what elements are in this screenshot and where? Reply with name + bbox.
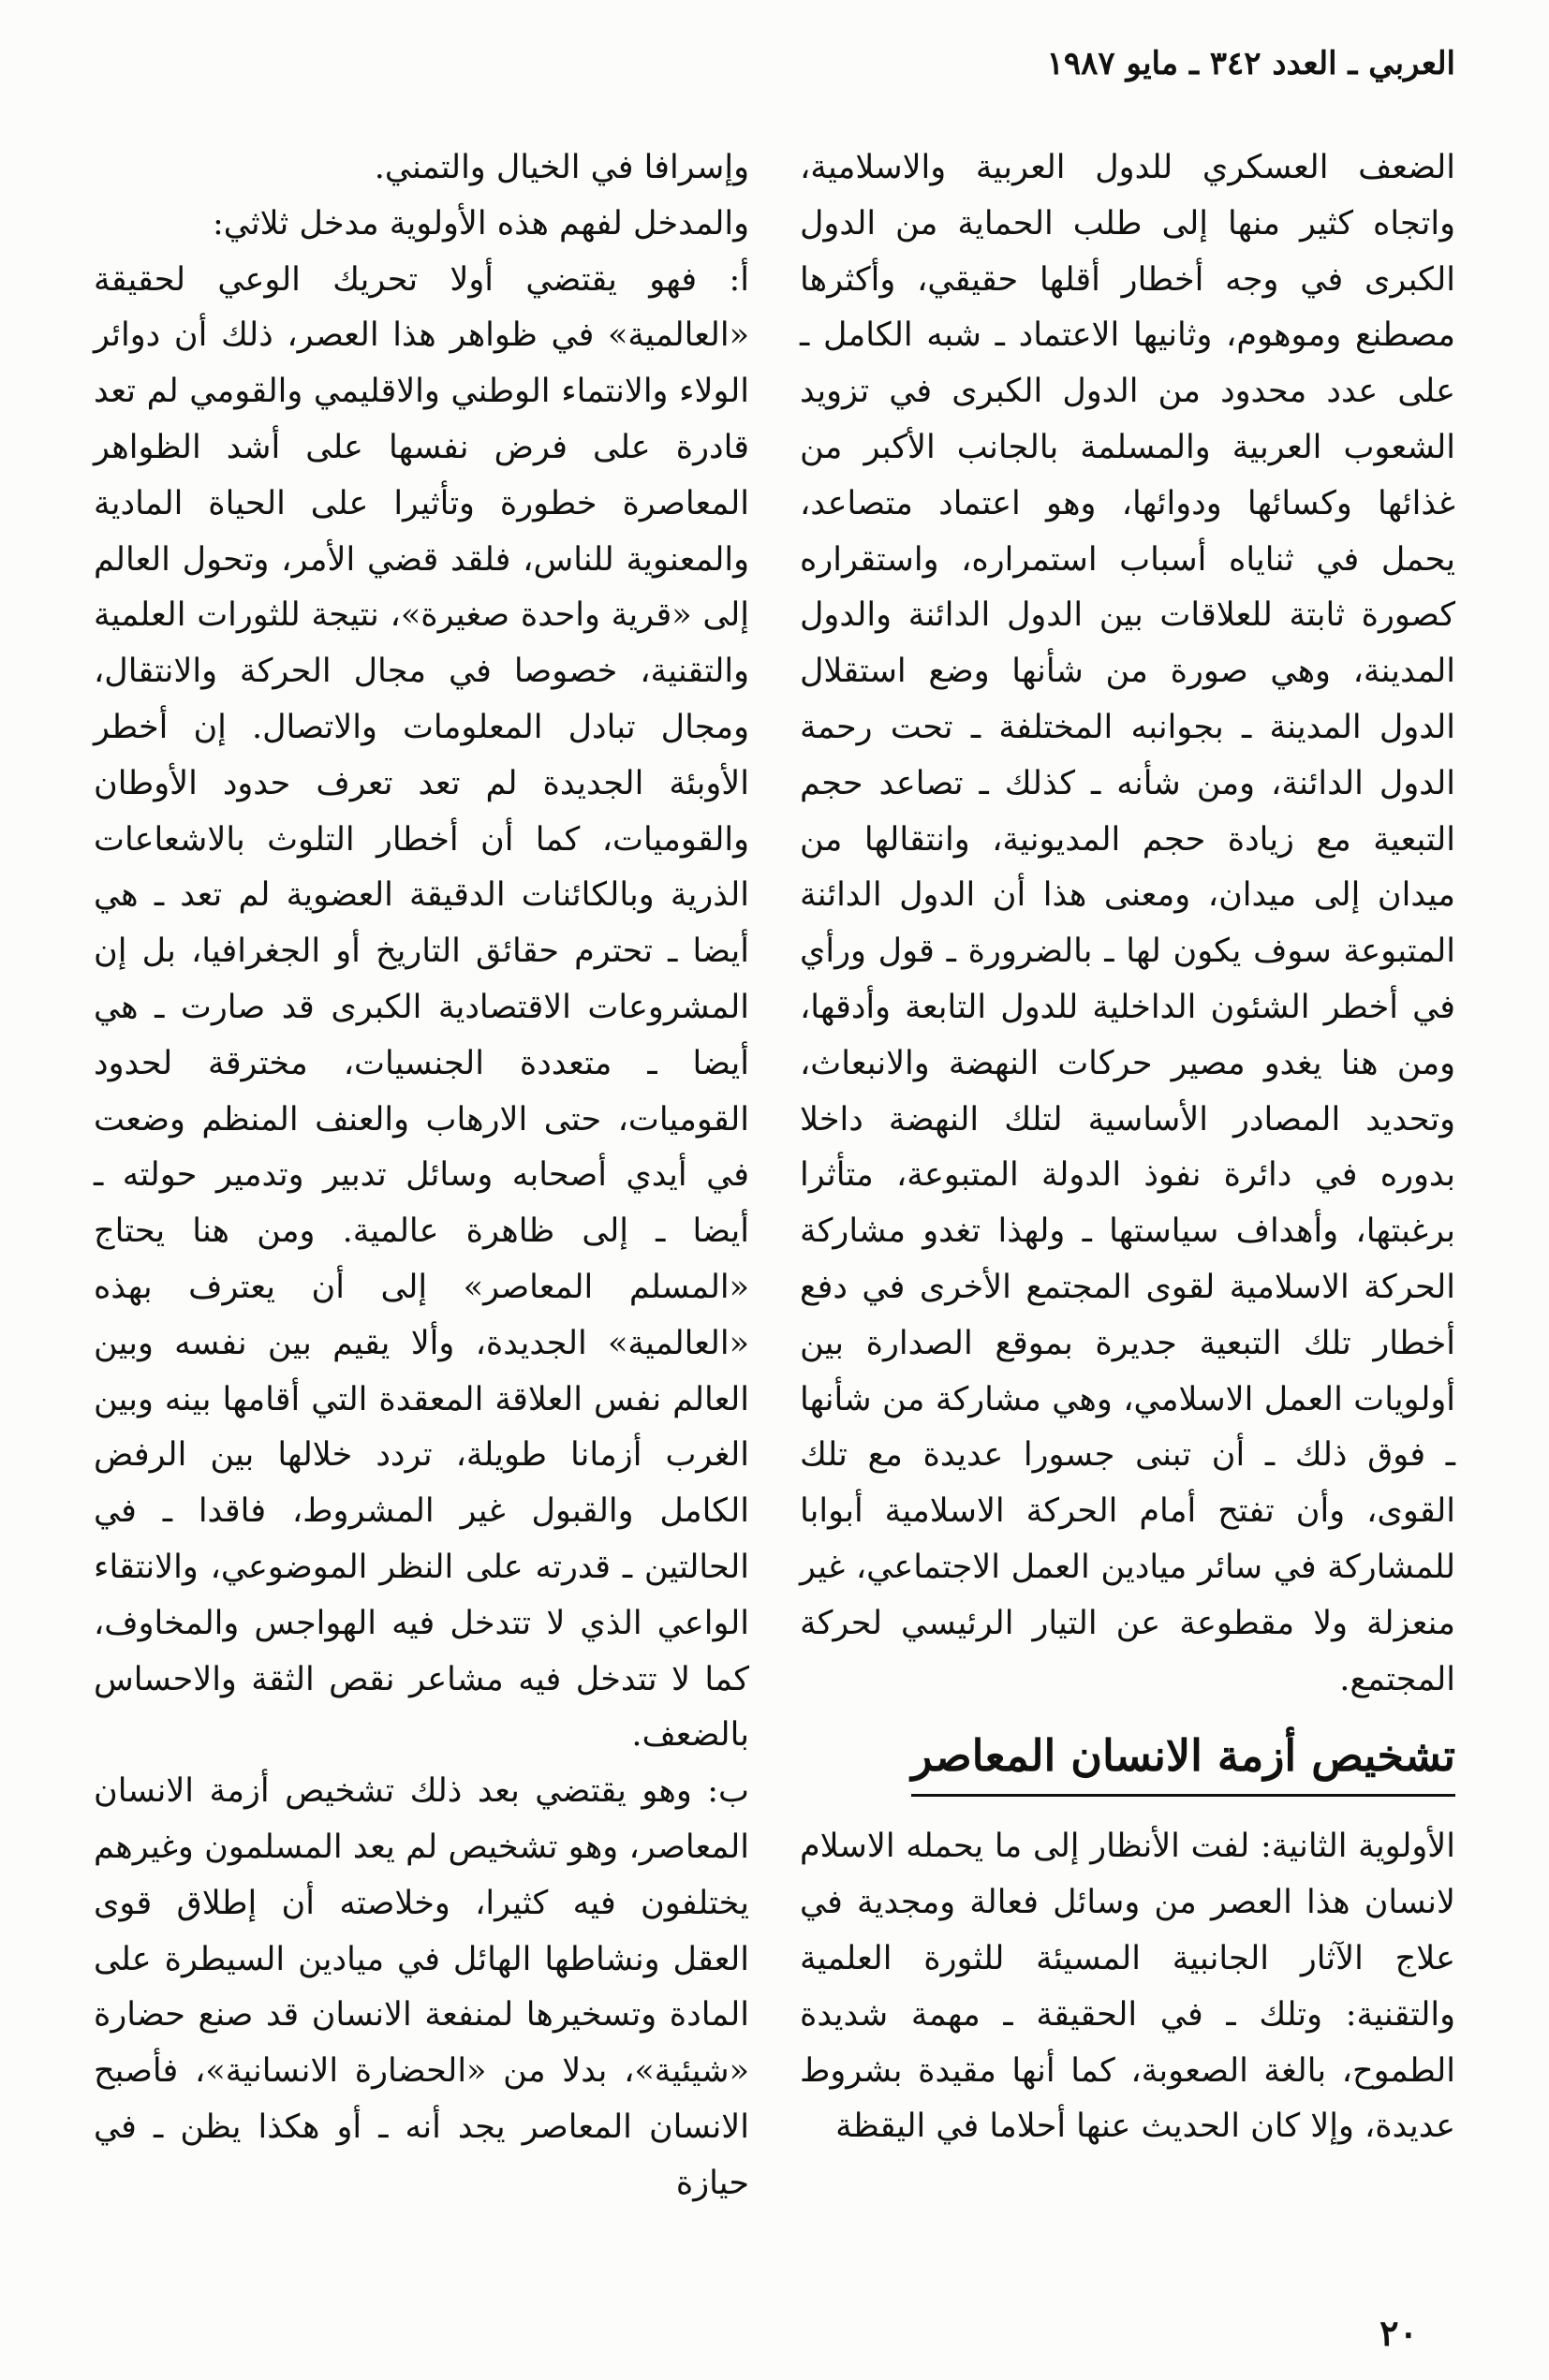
left-paragraph-2: والمدخل لفهم هذه الأولوية مدخل ثلاثي: <box>212 204 749 242</box>
left-paragraph-4: ب: وهو يقتضي بعد ذلك تشخيص أزمة الانسان المعاصر، وهو تشخيص لم يعد المسلمون وغيرهم يختلفون فيه كثيرا، وخلاصته أن إطلاق قوى العقل ونشاطها الهائل في ميادين السيطرة على المادة وتسخيرها لمنفعة الانسان قد صنع حضارة «شيئية»، بدلا من «الحضارة الانسانية»، فأصبح الانسان المعاصر يجد أنه ـ أو هكذا يظن ـ في حيازة <box>94 1772 749 2202</box>
right-column <box>800 140 1455 2155</box>
right-paragraph-1: الضعف العسكري للدول العربية والاسلامية، واتجاه كثير منها إلى طلب الحماية من الدول الكبرى في وجه أخطار أقلها حقيقي، وأكثرها مصطنع وموهوم، وثانيها الاعتماد ـ شبه الكامل ـ على عدد محدود من الدول الكبرى في تزويد الشعوب العربية والمسلمة بالجانب الأكبر من غذائها وكسائها ودوائها، وهو اعتماد متصاعد، يحمل في ثناياه أسباب استمراره، واستقراره كصورة ثابتة للعلاقات بين الدول الدائنة والدول المدينة، وهي صورة من شأنها وضع استقلال الدول المدينة ـ بجوانبه المختلفة ـ تحت رحمة الدول الدائنة، ومن شأنه ـ كذلك ـ تصاعد حجم التبعية مع زيادة حجم المديونية، وانتقالها من ميدان إلى ميدان، ومعنى هذا أن الدول الدائنة المتبوعة سوف يكون لها ـ بالضرورة ـ قول ورأي في أخطر الشئون الداخلية للدول التابعة وأدقها، ومن هنا يغدو مصير حركات النهضة والانبعاث، وتحديد المصادر الأساسية لتلك النهضة داخلا بدوره في دائرة نفوذ الدولة المتبوعة، متأثرا برغبتها، وأهداف سياستها ـ ولهذا تغدو مشاركة الحركة الاسلامية لقوى المجتمع الأخرى في دفع أخطار تلك التبعية جديرة بموقع الصدارة بين أولويات العمل الاسلامي، وهي مشاركة من شأنها ـ فوق ذلك ـ أن تبنى جسورا عديدة مع تلك القوى، وأن تفتح أمام الحركة الاسلامية أبوابا للمشاركة في سائر ميادين العمل الاجتماعي، غير منعزلة ولا مقطوعة عن التيار الرئيسي لحركة المجتمع. <box>800 149 1455 1698</box>
left-column <box>94 140 749 2211</box>
left-paragraph-1: وإسرافا في الخيال والتمني. <box>374 149 749 186</box>
page-number: ٢٠ <box>1379 2312 1418 2354</box>
section-title-wrap <box>800 1708 1455 1819</box>
section-title: تشخيص أزمة الانسان المعاصر <box>911 1723 1455 1797</box>
running-header: العربي ـ العدد ٣٤٢ ـ مايو ١٩٨٧ <box>1046 45 1455 82</box>
left-paragraph-3: أ: فهو يقتضي أولا تحريك الوعي لحقيقة «العالمية» في ظواهر هذا العصر، ذلك أن دوائر الولاء والانتماء الوطني والاقليمي والقومي لم تعد قادرة على فرض نفسها على أشد الظواهر المعاصرة خطورة وتأثيرا على الحياة المادية والمعنوية للناس، فلقد قضي الأمر، وتحول العالم إلى «قرية واحدة صغيرة»، نتيجة للثورات العلمية والتقنية، خصوصا في مجال الحركة والانتقال، ومجال تبادل المعلومات والاتصال. إن أخطر الأوبئة الجديدة لم تعد تعرف حدود الأوطان والقوميات، كما أن أخطار التلوث بالاشعاعات الذرية وبالكائنات الدقيقة العضوية لم تعد ـ هي أيضا ـ تحترم حقائق التاريخ أو الجغرافيا، بل إن المشروعات الاقتصادية الكبرى قد صارت ـ هي أيضا ـ متعددة الجنسيات، مخترقة لحدود القوميات، حتى الارهاب والعنف المنظم وضعت في أيدي أصحابه وسائل تدبير وتدمير حولته ـ أيضا ـ إلى ظاهرة عالمية. ومن هنا يحتاج «المسلم المعاصر» إلى أن يعترف بهذه «العالمية» الجديدة، وألا يقيم بين نفسه وبين العالم نفس العلاقة المعقدة التي أقامها بينه وبين الغرب أزمانا طويلة، تردد خلالها بين الرفض الكامل والقبول غير المشروط، فاقدا ـ في الحالتين ـ قدرته على النظر الموضوعي، والانتقاء الواعي الذي لا تتدخل فيه الهواجس والمخاوف، كما لا تتدخل فيه مشاعر نقص الثقة والاحساس بالضعف. <box>94 260 749 1755</box>
right-paragraph-2: الأولوية الثانية: لفت الأنظار إلى ما يحمله الاسلام لانسان هذا العصر من وسائل فعالة ومجدية في علاج الآثار الجانبية المسيئة للثورة العلمية والتقنية: وتلك ـ في الحقيقة ـ مهمة شديدة الطموح، بالغة الصعوبة، كما أنها مقيدة بشروط عديدة، وإلا كان الحديث عنها أحلاما في اليقظة <box>800 1828 1455 2146</box>
